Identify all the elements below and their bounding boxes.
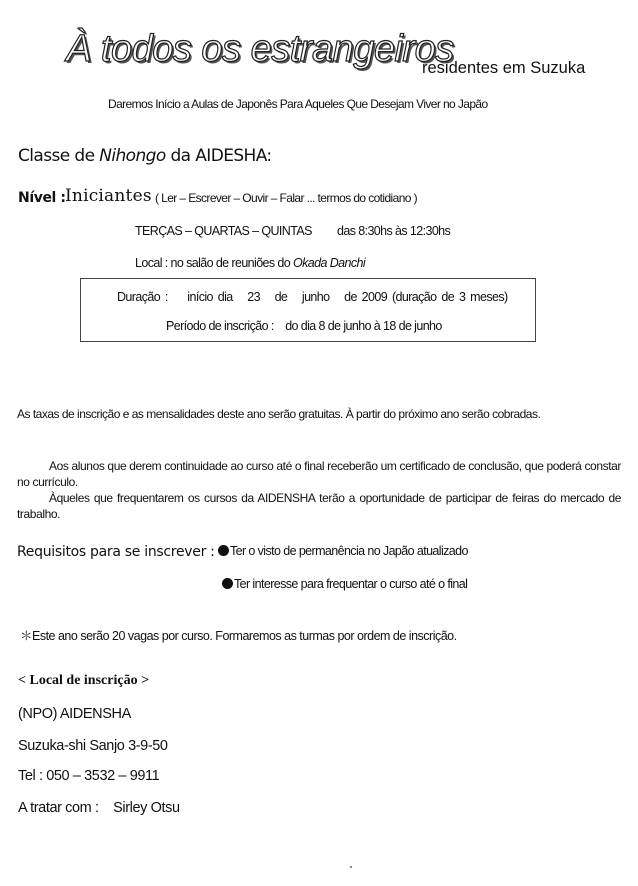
contact-person: A tratar com : Sirley Otsu bbox=[18, 800, 180, 816]
scan-speck bbox=[350, 866, 352, 868]
class-hours: das 8:30hs às 12:30hs bbox=[337, 224, 451, 238]
requirement-text: Ter interesse para frequentar o curso até o final bbox=[234, 577, 468, 591]
level-label: Nível : bbox=[18, 190, 66, 206]
certificate-paragraph bbox=[17, 458, 621, 490]
enrollment-text: do dia 8 de junho à 18 de junho bbox=[285, 319, 442, 333]
location-prefix: Local : no salão de reuniões do bbox=[135, 256, 294, 270]
class-heading bbox=[18, 146, 272, 166]
vacancies-note: ＊Este ano serão 20 vagas por curso. Formaremos as turmas por ordem de inscrição. bbox=[20, 629, 457, 643]
page-title: À todos os estrangeiros bbox=[66, 28, 454, 70]
class-heading-emphasis: Nihongo bbox=[99, 146, 166, 166]
class-heading-prefix: Classe de bbox=[18, 146, 100, 166]
bullet-icon bbox=[218, 545, 229, 556]
title-suffix: residentes em Suzuka bbox=[422, 59, 586, 77]
subtitle: Daremos Início a Aulas de Japonês Para Aqueles Que Desejam Viver no Japão bbox=[108, 97, 488, 111]
duration-text: início dia 23 de junho de 2009 (duração de 3 meses) bbox=[187, 290, 508, 304]
level-value: Iniciantes bbox=[65, 186, 152, 206]
requirement-item bbox=[218, 544, 468, 558]
location-place: Okada Danchi bbox=[293, 256, 366, 270]
contact-organization: (NPO) AIDENSHA bbox=[18, 706, 131, 722]
enrollment-label: Período de inscrição : bbox=[166, 319, 274, 333]
class-days: TERÇAS – QUARTAS – QUINTAS bbox=[135, 224, 312, 238]
requirement-text: Ter o visto de permanência no Japão atualizado bbox=[230, 544, 468, 558]
certificate-text: Aos alunos que derem continuidade ao curso até o final receberão um certificado de conclusão, que poderá constar no currículo. bbox=[17, 459, 621, 489]
fees-note: As taxas de inscrição e as mensalidades deste ano serão gratuitas. À partir do próximo ano serão cobradas. bbox=[17, 407, 541, 421]
duration-label: Duração : bbox=[117, 290, 168, 304]
class-location bbox=[135, 256, 365, 270]
job-fair-paragraph bbox=[17, 490, 621, 522]
contact-title: < Local de inscrição > bbox=[18, 673, 150, 688]
enrollment-period-line bbox=[166, 319, 442, 333]
class-heading-suffix: da AIDESHA: bbox=[165, 146, 272, 166]
job-fair-text: Àqueles que frequentarem os cursos da AIDENSHA terão a oportunidade de participar de feiras do mercado de trabalho. bbox=[17, 491, 621, 521]
requirement-item bbox=[222, 577, 467, 591]
contact-phone: Tel : 050 – 3532 – 9911 bbox=[18, 768, 160, 784]
level-description: ( Ler – Escrever – Ouvir – Falar ... termos do cotidiano ) bbox=[155, 191, 417, 205]
requirements-label: Requisitos para se inscrever : bbox=[17, 544, 215, 560]
contact-address: Suzuka-shi Sanjo 3-9-50 bbox=[18, 738, 168, 754]
bullet-icon bbox=[222, 578, 233, 589]
duration-line bbox=[117, 290, 508, 304]
